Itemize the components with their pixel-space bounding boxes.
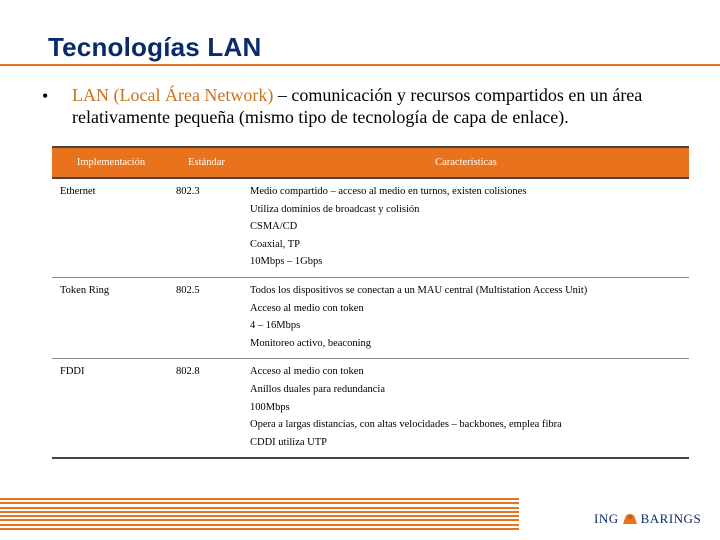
bullet-marker: • <box>42 86 49 106</box>
lion-icon <box>621 512 639 526</box>
feature-line: 10Mbps – 1Gbps <box>250 256 323 268</box>
lan-technologies-table <box>52 146 689 459</box>
cell-features <box>243 277 689 358</box>
cell-standard: 802.8 <box>170 359 243 458</box>
footer-bar <box>0 511 519 513</box>
cell-implementation: FDDI <box>52 359 170 458</box>
footer-bar <box>0 507 519 509</box>
table-header-row <box>52 147 689 178</box>
footer-bar <box>0 519 519 521</box>
cell-standard: 802.5 <box>170 277 243 358</box>
table-row <box>52 277 689 358</box>
feature-line: Coaxial, TP <box>250 238 300 250</box>
footer-bar <box>0 524 519 526</box>
bullet-description: – comunicación y recursos compartidos en un área relativamente pequeña (mismo tipo de tecnología de capa de enlace). <box>72 85 643 127</box>
feature-line: Medio compartido – acceso al medio en turnos, existen colisiones <box>250 186 527 197</box>
cell-features <box>243 359 689 458</box>
table-row <box>52 178 689 277</box>
logo-text-left: ING <box>594 511 619 526</box>
title-divider <box>0 64 720 66</box>
header-features: Características <box>243 147 689 178</box>
footer-bar <box>0 502 519 504</box>
feature-line: Anillos duales para redundancia <box>250 383 385 395</box>
footer-decoration <box>0 498 519 530</box>
feature-line: Acceso al medio con token <box>250 302 364 314</box>
feature-line: CDDI utiliza UTP <box>250 436 327 448</box>
feature-line: 4 – 16Mbps <box>250 320 301 332</box>
feature-line: Acceso al medio con token <box>250 366 364 378</box>
header-implementation: Implementación <box>52 147 170 178</box>
cell-implementation: Token Ring <box>52 277 170 358</box>
feature-line: CSMA/CD <box>250 221 298 233</box>
cell-standard: 802.3 <box>170 178 243 277</box>
logo-text-right: BARINGS <box>640 511 702 526</box>
footer-bar <box>0 528 519 530</box>
footer-bar <box>0 515 519 517</box>
footer-bar <box>0 498 519 500</box>
bullet-text <box>72 84 702 128</box>
cell-features <box>243 178 689 277</box>
feature-line: 100Mbps <box>250 401 290 413</box>
feature-line: Opera a largas distancias, con altas velocidades – backbones, emplea fibra <box>250 419 562 431</box>
company-logo <box>594 511 701 527</box>
bullet-highlight: LAN (Local Área Network) <box>72 85 274 105</box>
feature-line: Todos los dispositivos se conectan a un MAU central (Multistation Access Unit) <box>250 284 588 296</box>
feature-line: Utiliza dominios de broadcast y colisión <box>250 203 420 215</box>
cell-implementation: Ethernet <box>52 178 170 277</box>
header-standard: Estándar <box>170 147 243 178</box>
table-row <box>52 359 689 458</box>
slide-title: Tecnologías LAN <box>48 32 262 62</box>
feature-line: Monitoreo activo, beaconing <box>250 337 372 349</box>
